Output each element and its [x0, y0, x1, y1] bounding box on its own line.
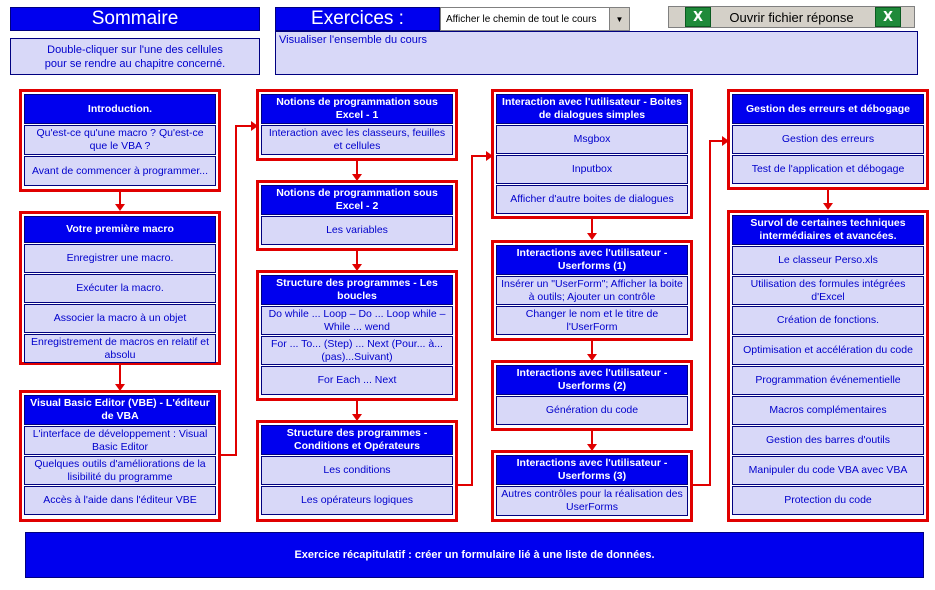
chapter-item[interactable]: Associer la macro à un objet: [24, 304, 216, 333]
chapter-title[interactable]: Interaction avec l'utilisateur - Boites de dialogues simples: [496, 94, 688, 124]
chapter-item[interactable]: Interaction avec les classeurs, feuilles et cellules: [261, 125, 453, 155]
chapter-item[interactable]: Les opérateurs logiques: [261, 486, 453, 515]
dropdown-value: Afficher le chemin de tout le cours: [446, 13, 597, 25]
exercices-title: Exercices :: [275, 7, 440, 31]
open-answer-file-button[interactable]: [668, 6, 915, 28]
chapter-notions-1: [256, 89, 458, 161]
chapter-item[interactable]: Gestion des erreurs: [732, 125, 924, 154]
arrow-down: [591, 341, 593, 355]
chapter-conditions: [256, 420, 458, 522]
chapter-userforms-1: [491, 240, 693, 341]
chapter-item[interactable]: Programmation événementielle: [732, 366, 924, 395]
arrow-down: [119, 365, 121, 385]
chapter-boucles: [256, 270, 458, 401]
chapter-title[interactable]: Interactions avec l'utilisateur - Userforms (3): [496, 455, 688, 485]
chapter-item[interactable]: Enregistrement de macros en relatif et absolu: [24, 334, 216, 363]
chapter-item[interactable]: L'interface de développement : Visual Basic Editor: [24, 426, 216, 455]
chapter-introduction: [19, 89, 221, 192]
chapter-item[interactable]: Les conditions: [261, 456, 453, 485]
excel-icon: X: [875, 7, 901, 27]
chapter-item[interactable]: Exécuter la macro.: [24, 274, 216, 303]
chapter-item[interactable]: Afficher d'autre boites de dialogues: [496, 185, 688, 214]
arrow-down: [356, 251, 358, 265]
chapter-vbe: [19, 390, 221, 522]
chapter-item[interactable]: Manipuler du code VBA avec VBA: [732, 456, 924, 485]
chapter-title[interactable]: Notions de programmation sous Excel - 1: [261, 94, 453, 124]
chapter-item[interactable]: Qu'est-ce qu'une macro ? Qu'est-ce que le VBA ?: [24, 125, 216, 155]
sommaire-title: Sommaire: [10, 7, 260, 31]
course-path-dropdown[interactable]: [440, 7, 630, 31]
chapter-item[interactable]: Autres contrôles pour la réalisation des UserForms: [496, 486, 688, 516]
chapter-title[interactable]: Structure des programmes - Les boucles: [261, 275, 453, 305]
arrow-down: [119, 192, 121, 205]
chapter-userforms-3: [491, 450, 693, 522]
chapter-title[interactable]: Survol de certaines techniques intermédiaires et avancées.: [732, 215, 924, 245]
chapter-item[interactable]: Macros complémentaires: [732, 396, 924, 425]
chapter-title[interactable]: Interactions avec l'utilisateur - Userforms (1): [496, 245, 688, 275]
connector: [709, 140, 711, 486]
chapter-item[interactable]: For ... To... (Step) ... Next (Pour... à...(pas)...Suivant): [261, 336, 453, 365]
arrow-down: [356, 401, 358, 415]
sommaire-instruction: Double-cliquer sur l'une des cellules pour se rendre au chapitre concerné.: [10, 38, 260, 75]
arrow-right: [709, 140, 723, 142]
chapter-title[interactable]: Structure des programmes - Conditions et Opérateurs: [261, 425, 453, 455]
chapter-item[interactable]: Avant de commencer à programmer...: [24, 156, 216, 186]
arrow-down: [356, 161, 358, 175]
chapter-item[interactable]: Optimisation et accélération du code: [732, 336, 924, 365]
chapter-item[interactable]: Utilisation des formules intégrées d'Excel: [732, 276, 924, 305]
chapter-dialogues: [491, 89, 693, 219]
open-answer-file-label: Ouvrir fichier réponse: [729, 9, 854, 25]
chapter-title[interactable]: Votre première macro: [24, 216, 216, 243]
arrow-right: [471, 155, 487, 157]
chapter-title[interactable]: Notions de programmation sous Excel - 2: [261, 185, 453, 215]
chapter-item[interactable]: Inputbox: [496, 155, 688, 184]
chapter-item[interactable]: Quelques outils d'améliorations de la lisibilité du programme: [24, 456, 216, 485]
chevron-down-icon[interactable]: ▼: [609, 8, 629, 30]
chapter-item[interactable]: For Each ... Next: [261, 366, 453, 395]
connector: [235, 125, 237, 456]
connector: [471, 155, 473, 486]
chapter-item[interactable]: Création de fonctions.: [732, 306, 924, 335]
chapter-item[interactable]: Msgbox: [496, 125, 688, 154]
chapter-item[interactable]: Les variables: [261, 216, 453, 245]
arrow-right: [235, 125, 252, 127]
chapter-title[interactable]: Visual Basic Editor (VBE) - L'éditeur de VBA: [24, 395, 216, 425]
excel-icon: X: [685, 7, 711, 27]
arrow-down: [591, 431, 593, 445]
chapter-title[interactable]: Interactions avec l'utilisateur - Userforms (2): [496, 365, 688, 395]
chapter-erreurs: [727, 89, 929, 190]
chapter-item[interactable]: Insérer un "UserForm"; Afficher la boite à outils; Ajouter un contrôle: [496, 276, 688, 305]
arrow-down: [827, 190, 829, 204]
exercices-description: Visualiser l'ensemble du cours: [275, 31, 918, 75]
chapter-item[interactable]: Le classeur Perso.xls: [732, 246, 924, 275]
chapter-item[interactable]: Génération du code: [496, 396, 688, 425]
chapter-premiere-macro: [19, 211, 221, 365]
chapter-item[interactable]: Do while ... Loop – Do ... Loop while – While ... wend: [261, 306, 453, 335]
chapter-item[interactable]: Accès à l'aide dans l'éditeur VBE: [24, 486, 216, 515]
chapter-item[interactable]: Test de l'application et débogage: [732, 155, 924, 184]
chapter-item[interactable]: Changer le nom et le titre de l'UserForm: [496, 306, 688, 335]
chapter-title[interactable]: Introduction.: [24, 94, 216, 124]
chapter-notions-2: [256, 180, 458, 251]
arrow-down: [591, 219, 593, 234]
chapter-item[interactable]: Protection du code: [732, 486, 924, 515]
chapter-techniques: [727, 210, 929, 522]
chapter-userforms-2: [491, 360, 693, 431]
chapter-item[interactable]: Enregistrer une macro.: [24, 244, 216, 273]
chapter-item[interactable]: Gestion des barres d'outils: [732, 426, 924, 455]
chapter-title[interactable]: Gestion des erreurs et débogage: [732, 94, 924, 124]
final-exercise-cell[interactable]: Exercice récapitulatif : créer un formulaire lié à une liste de données.: [25, 532, 924, 578]
